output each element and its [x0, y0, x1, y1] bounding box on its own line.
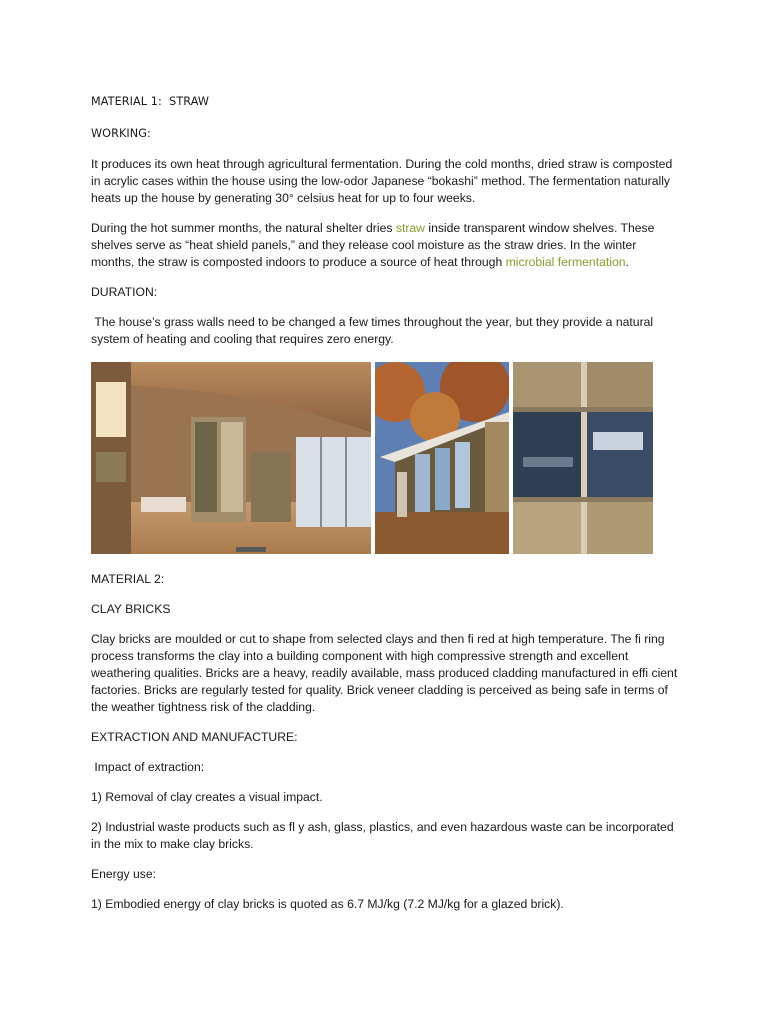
clay-bricks-heading: CLAY BRICKS	[91, 602, 171, 616]
para2-text-1: During the hot summer months, the natural shelter dries	[91, 221, 396, 235]
material1-heading: MATERIAL 1: STRAW	[91, 95, 210, 108]
clay-bricks-paragraph: Clay bricks are moulded or cut to shape from selected clays and then fi red at high temperature. The fi ring process transforms the clay into a building component with high compressive strength and excellent weathering qualities. Bricks are a heavy, readily available, mass produced cladding manufactured in effi cient factories. Bricks are regularly tested for quality. Brick veneer cladding is perceived as being safe in terms of the weather tightness risk of the cladding.	[91, 632, 678, 714]
working-paragraph-1: It produces its own heat through agricultural fermentation. During the cold months, dried straw is composted in acrylic cases within the house using the low-odor Japanese “bokashi” method. The fermentation naturally heats up the house by generating 30° celsius heat for up to four weeks.	[91, 157, 673, 205]
para2-text-2: inside transparent window shelves. These shelves serve as “heat shield panels,” and they release cool moisture as the straw dries. In the winter months, the straw is composted indoors to produce a source of heat through	[91, 221, 655, 269]
duration-paragraph: The house’s grass walls need to be changed a few times throughout the year, but they provide a natural system of heating and cooling that requires zero energy.	[91, 315, 657, 346]
para2-text-3: .	[625, 255, 629, 269]
energy-heading: Energy use:	[91, 867, 157, 881]
energy-item-1: 1) Embodied energy of clay bricks is quoted as 6.7 MJ/kg (7.2 MJ/kg for a glazed brick).	[91, 897, 564, 911]
extraction-heading: EXTRACTION AND MANUFACTURE:	[91, 730, 298, 744]
microbial-fermentation-link[interactable]: microbial fermentation	[505, 255, 626, 269]
working-paragraph-2	[91, 220, 681, 271]
duration-heading: DURATION:	[91, 285, 158, 299]
impact-item-2: 2) Industrial waste products such as fl y ash, glass, plastics, and even hazardous waste can be incorporated in the mix to make clay bricks.	[91, 820, 674, 851]
exterior-photo	[375, 362, 509, 554]
photo-strip	[91, 362, 681, 554]
interior-photo	[91, 362, 371, 554]
document-content	[91, 93, 681, 913]
straw-link[interactable]: straw	[395, 221, 425, 235]
straw-wall-photo	[513, 362, 653, 554]
material2-heading: MATERIAL 2:	[91, 572, 165, 586]
impact-heading: Impact of extraction:	[91, 760, 205, 774]
impact-item-1: 1) Removal of clay creates a visual impact.	[91, 790, 323, 804]
working-heading: WORKING:	[91, 127, 151, 140]
